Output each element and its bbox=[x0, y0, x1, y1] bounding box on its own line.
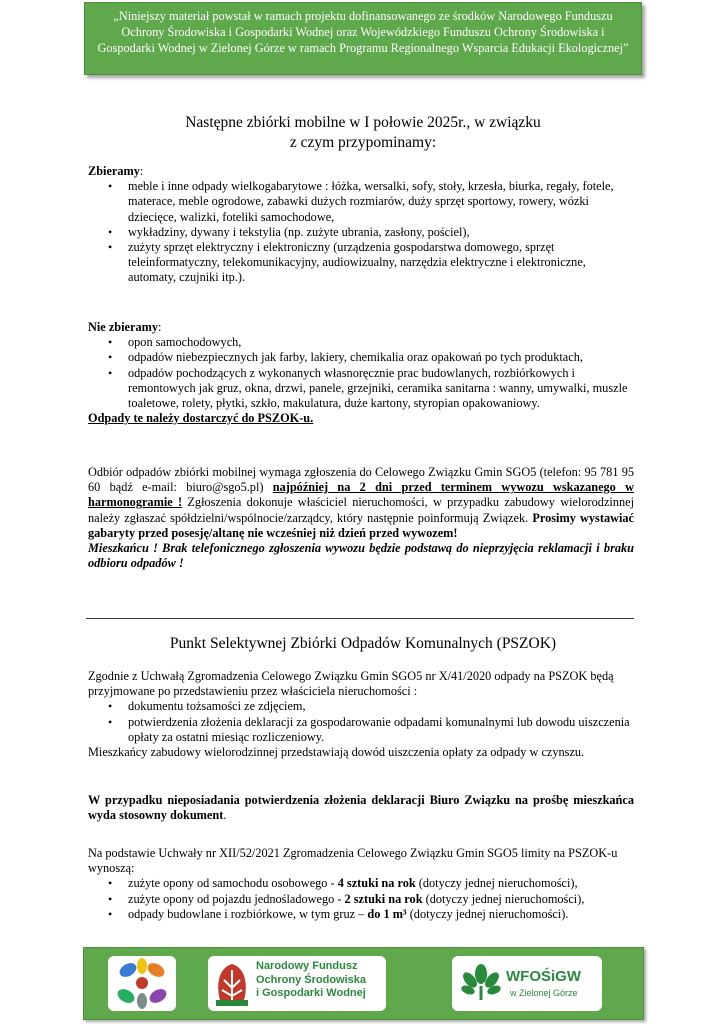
section-divider bbox=[86, 618, 634, 619]
nfosigw-name bbox=[256, 960, 366, 1001]
nfosigw-line-1: Narodowy Fundusz bbox=[256, 960, 358, 972]
limit-bike-tires bbox=[88, 892, 634, 907]
pszok-bold-note-end: . bbox=[223, 808, 227, 823]
nfosigw-line-3: i Gospodarki Wodnej bbox=[256, 987, 366, 999]
mobile-text-2: Zgłoszenia dokonuje właściciel nieruchomości, w przypadku zabudowy wielorodzinnej należy zgłaszać spółdzielni/wspólnocie/zarządcy, który następnie poinformują Związek. bbox=[88, 495, 634, 525]
mobile-bold-request: Prosimy wystawiać gabaryty przed posesję/altanę nie wcześniej niż dzień przed wywozem! bbox=[88, 510, 634, 540]
limit-construction-pre: odpady budowlane i rozbiórkowe, w tym gruz – bbox=[128, 906, 368, 921]
limit-construction-amount: do 1 m³ bbox=[367, 906, 407, 921]
funding-banner-text: „Niniejszy materiał powstał w ramach projektu dofinansowanego ze środków Narodowego Funduszu Ochrony Środowiska i Gospodarki Wodnej oraz Wojewódzkiego Funduszu Ochrony Środowiska i Gospodarki Wodnej w Zielonej Górze w ramach Programu Regionalnego Wsparcia Edukacji Ekologicznej” bbox=[97, 9, 629, 55]
leaf-emblem-icon bbox=[458, 956, 504, 1011]
heading-line-2: z czym przypominamy: bbox=[289, 134, 437, 151]
limit-construction-waste bbox=[88, 907, 634, 922]
pszok-limits-intro: Na podstawie Uchwały nr XII/52/2021 Zgromadzenia Celowego Związku Gmin SGO5 limity na PSZOK-u wynoszą: bbox=[88, 846, 618, 876]
limit-bike-tires-amount: 2 sztuki na rok bbox=[344, 891, 423, 906]
pszok-doc-id: • dokumentu tożsamości ze zdjęciem, bbox=[88, 699, 634, 714]
collect-colon: : bbox=[139, 164, 144, 178]
pszok-doc-declaration: • potwierdzenia złożenia deklaracji za gospodarowanie odpadami komunalnymi lub dowodu uiszczenia opłaty za ostatni miesiąc rozliczeniowy. bbox=[88, 715, 634, 745]
wfosigw-subtitle: w Zielonej Górze bbox=[510, 988, 578, 998]
pszok-title: Punkt Selektywnej Zbiórki Odpadów Komunalnych (PSZOK) bbox=[169, 635, 557, 652]
collect-item-carpets: • wykładziny, dywany i tekstylia (np. zużyte ubrania, zasłony, pościel), bbox=[88, 225, 634, 240]
collect-label: Zbieramy bbox=[88, 164, 140, 178]
wfosigw-name: WFOŚiGW bbox=[506, 968, 581, 985]
pszok-bold-note: W przypadku nieposiadania potwierdzenia złożenia deklaracji Biuro Związku na prośbę mieszkańca wyda stosowny dokument bbox=[88, 793, 634, 823]
pszok-limits-section bbox=[88, 846, 634, 922]
heading-line-1: Następne zbiórki mobilne w I połowie 2025r., w związku bbox=[185, 114, 541, 131]
mobile-collection-paragraph bbox=[88, 465, 634, 571]
footer-logos-bar bbox=[83, 947, 644, 1020]
pszok-intro-section bbox=[88, 669, 634, 760]
pszok-limits-list bbox=[88, 876, 634, 922]
limit-car-tires-amount: 4 sztuki na rok bbox=[337, 876, 416, 891]
not-collect-item-construction: • odpadów pochodzących z wykonanych własnoręcznie prac budowlanych, rozbiórkowych i remontowych jak gruz, okna, drzwi, panele, grzejniki, ceramika sanitarna : wanny, umywalki, muszle toaletowe, rolety, płytki, szkło, makulatura, duże kartony, styropian opakowaniowy. bbox=[88, 366, 634, 412]
not-collect-list bbox=[88, 335, 634, 411]
mobile-deadline: najpóźniej na 2 dni przed terminem wywozu wskazanego w harmonogramie ! bbox=[88, 480, 634, 510]
funding-banner bbox=[84, 2, 642, 75]
nfosigw-emblem-icon bbox=[210, 956, 254, 1011]
limit-bike-tires-post: (dotyczy jednej nieruchomości), bbox=[422, 891, 585, 906]
pszok-delivery-note: Odpady te należy dostarczyć do PSZOK-u. bbox=[88, 411, 314, 426]
pszok-multi-family: Mieszkańcy zabudowy wielorodzinnej przedstawiają dowód uiszczenia opłaty za odpady w czynszu. bbox=[88, 745, 585, 760]
pszok-documents-list bbox=[88, 699, 634, 745]
mobile-text-1: Odbiór odpadów zbiórki mobilnej wymaga zgłoszenia do Celowego Związku Gmin SGO5 (telefon: 95 781 95 60 bądź e-mail: biuro@sgo5.pl) bbox=[88, 465, 634, 495]
collect-section bbox=[88, 164, 634, 286]
not-collect-item-tires: • opon samochodowych, bbox=[88, 335, 634, 350]
pszok-bold-note-block bbox=[88, 793, 634, 823]
pszok-intro: Zgodnie z Uchwałą Zgromadzenia Celowego Związku Gmin SGO5 nr X/41/2020 odpady na PSZOK będą przyjmowane po przedstawieniu przez właściciela nieruchomości : bbox=[88, 669, 614, 699]
limit-construction-post: (dotyczy jednej nieruchomości). bbox=[406, 906, 569, 921]
limit-car-tires-post: (dotyczy jednej nieruchomości), bbox=[415, 876, 578, 891]
mobile-warning: Mieszkańcu ! Brak telefonicznego zgłoszenia wywozu będzie podstawą do nieprzyjęcia reklamacji i braku odbioru odpadów ! bbox=[88, 541, 634, 571]
limit-bike-tires-pre: zużyte opony od pojazdu jednośladowego - bbox=[128, 891, 345, 906]
collect-list bbox=[88, 179, 634, 285]
nfosigw-logo bbox=[208, 956, 386, 1011]
collect-item-furniture: • meble i inne odpady wielkogabarytowe : łóżka, wersalki, sofy, stoły, krzesła, biurka, regały, fotele, materace, meble ogrodowe, zabawki dużych rozmiarów, duży sprzęt sportowy, rowery, wózki dziecięce, walizki, foteliki samochodowe, bbox=[88, 179, 634, 225]
wfosigw-logo bbox=[452, 956, 602, 1011]
nfosigw-line-2: Ochrony Środowiska bbox=[256, 973, 367, 986]
hands-logo bbox=[108, 956, 176, 1011]
not-collect-colon: : bbox=[158, 320, 162, 334]
hands-logo-icon bbox=[108, 956, 176, 1011]
limit-car-tires bbox=[88, 876, 634, 891]
not-collect-label: Nie zbieramy bbox=[88, 320, 158, 334]
collect-item-electronics: • zużyty sprzęt elektryczny i elektroniczny (urządzenia gospodarstwa domowego, sprzęt teleinformatyczny, telekomunikacyjny, audiowizualny, narzędzia elektryczne i elektroniczne, automaty, czujniki itp.). bbox=[88, 240, 634, 286]
limit-car-tires-pre: zużyte opony od samochodu osobowego - bbox=[128, 876, 338, 891]
not-collect-section bbox=[88, 320, 634, 426]
not-collect-item-hazardous: • odpadów niebezpiecznych jak farby, lakiery, chemikalia oraz opakowań po tych produktach, bbox=[88, 350, 634, 365]
